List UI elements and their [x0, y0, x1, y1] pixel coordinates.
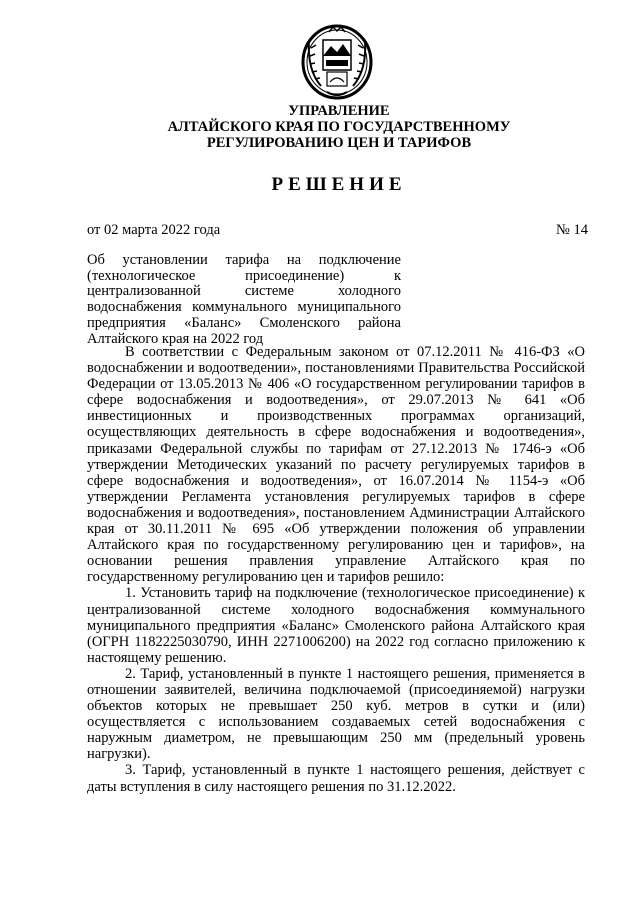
document-type-title: РЕШЕНИЕ — [271, 174, 407, 195]
coat-of-arms-icon — [297, 20, 377, 102]
document-body — [87, 344, 585, 795]
authority-line-2: АЛТАЙСКОГО КРАЯ ПО ГОСУДАРСТВЕННОМУ — [167, 119, 511, 135]
document-number: № 14 — [556, 222, 588, 238]
document-date: от 02 марта 2022 года — [87, 222, 221, 238]
item-3-paragraph: 3. Тариф, установленный в пункте 1 настоящего решения, действует с даты вступления в силу настоящего решения по 31.12.2022. — [87, 762, 585, 795]
document-subject: Об установлении тарифа на подключение (технологическое присоединение) к централизованной системе холодного водоснабжения коммунального муниципального предприятия «Баланс» Смоленского района Алтайского края на 2022 год — [87, 252, 401, 347]
authority-line-1: УПРАВЛЕНИЕ — [288, 103, 390, 119]
item-2-paragraph: 2. Тариф, установленный в пункте 1 настоящего решения, применяется в отношении заявителей, величина подключаемой (присоединяемой) нагрузки объектов которых не превышает 250 куб. метров в сутки и (или) осуществляется с использованием создаваемых сетей водоснабжения с наружным диаметром, не превышающим 250 мм (предельный уровень нагрузки). — [87, 665, 585, 763]
issuing-authority — [120, 103, 558, 151]
item-1-paragraph: 1. Установить тариф на подключение (технологическое присоединение) к централизованной системе холодного водоснабжения коммунального муниципального предприятия «Баланс» Смоленского района Алтайского края (ОГРН 1182225030790, ИНН 2271006200) на 2022 год согласно приложению к настоящему решению. — [87, 585, 585, 666]
authority-line-3: РЕГУЛИРОВАНИЮ ЦЕН И ТАРИФОВ — [206, 135, 472, 151]
preamble-paragraph: В соответствии с Федеральным законом от 07.12.2011 № 416-ФЗ «О водоснабжении и водоотведении», постановлениями Правительства Российской Федерации от 13.05.2013 № 406 «О государственном регулировании тарифов в сфере водоснабжения и водоотведения», от 29.07.2013 № 641 «Об инвестиционных и производственных программах организаций, осуществляющих деятельность в сфере водоснабжения и водоотведения», приказами Федеральной службы по тарифам от 27.12.2013 № 1746-э «Об утверждении Методических указаний по расчету регулируемых тарифов в сфере водоснабжения и водоотведения», от 16.07.2014 № 1154-э «Об утверждении Регламента установления регулируемых тарифов в сфере водоснабжения и водоотведения», постановлением Администрации Алтайского края от 30.11.2011 № 695 «Об утверждении положения об управлении Алтайского края по государственному регулированию цен и тарифов», на основании решения правления управление Алтайского края по государственному регулированию цен и тарифов решило: — [87, 344, 585, 586]
